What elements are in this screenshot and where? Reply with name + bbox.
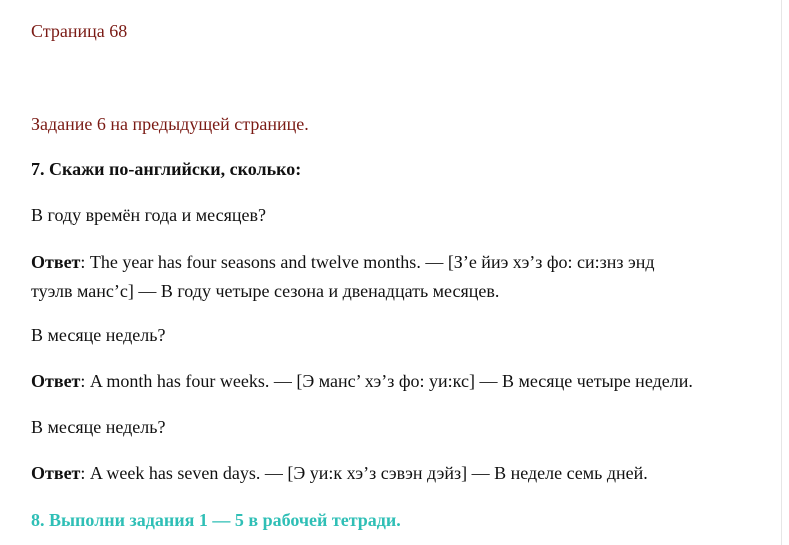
- question-2: В месяце недель?: [31, 325, 166, 345]
- question-1: В году времён года и месяцев?: [31, 205, 266, 225]
- page-label: Страница 68: [31, 21, 128, 41]
- answer-1-text: : The year has four seasons and twelve months. — [З’е йиэ хэ’з фо: си:знз энд: [80, 252, 655, 272]
- task7-heading: [31, 155, 301, 184]
- answer-2-text: : A month has four weeks. — [Э манс’ хэ’з фо: уи:кс] — В месяце четыре недели.: [80, 371, 693, 391]
- answer-1-line-2: туэлв манс’с] — В году четыре сезона и двенадцать месяцев.: [31, 281, 500, 301]
- answer-3-text: : A week has seven days. — [Э уи:к хэ’з сэвэн дэйз] — В неделе семь дней.: [80, 463, 648, 483]
- answer-label: Ответ: [31, 463, 81, 483]
- answer-label: Ответ: [31, 252, 81, 272]
- task6-note: Задание 6 на предыдущей странице.: [31, 114, 309, 134]
- task7-heading-text: 7. Скажи по-английски, сколько:: [31, 159, 302, 179]
- task8-heading: 8. Выполни задания 1 — 5 в рабочей тетради.: [31, 510, 401, 530]
- answer-2: [31, 367, 693, 396]
- answer-1-line-1: [31, 248, 655, 277]
- answer-3: [31, 459, 648, 488]
- question-3: В месяце недель?: [31, 417, 166, 437]
- right-border-line: [781, 0, 782, 545]
- answer-label: Ответ: [31, 371, 81, 391]
